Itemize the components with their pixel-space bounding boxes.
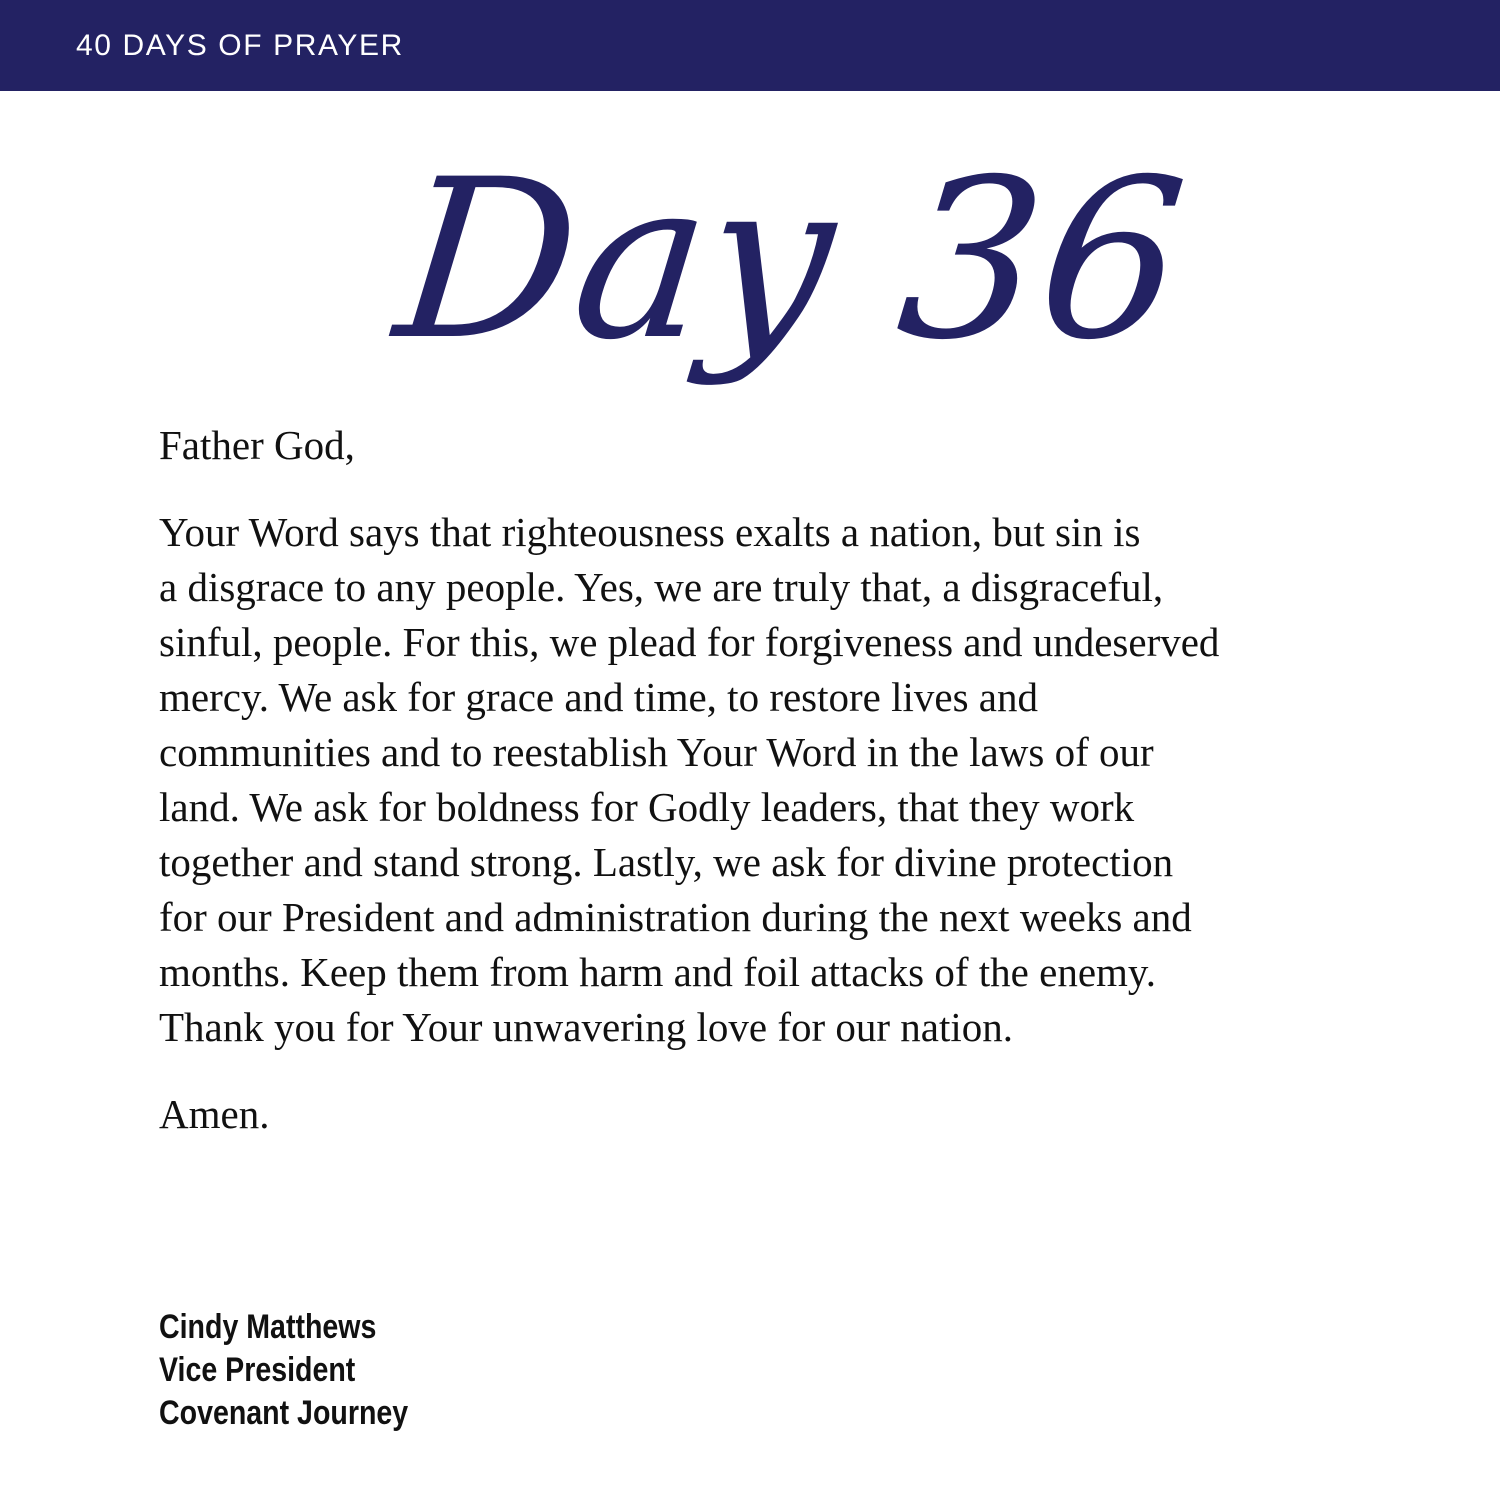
prayer-line: for our President and administration during the next weeks and: [159, 894, 1192, 940]
header-title: 40 DAYS OF PRAYER: [76, 29, 404, 62]
header-bar: [0, 0, 1500, 91]
prayer-line: sinful, people. For this, we plead for forgiveness and undeserved: [159, 619, 1220, 665]
prayer-salutation: Father God,: [159, 422, 355, 468]
signature-organization: Covenant Journey: [159, 1394, 409, 1432]
prayer-line: together and stand strong. Lastly, we ask for divine protection: [159, 839, 1174, 885]
signature-name: Cindy Matthews: [159, 1308, 377, 1346]
prayer-line: a disgrace to any people. Yes, we are truly that, a disgraceful,: [159, 564, 1164, 610]
prayer-closing: Amen.: [159, 1091, 270, 1137]
prayer-body: [159, 505, 1399, 1055]
prayer-line: mercy. We ask for grace and time, to restore lives and: [159, 674, 1038, 720]
prayer-text: [159, 418, 1399, 1142]
signature-title: Vice President: [159, 1351, 356, 1389]
prayer-line: Your Word says that righteousness exalts a nation, but sin is: [159, 509, 1141, 555]
prayer-line: Thank you for Your unwavering love for our nation.: [159, 1004, 1014, 1050]
prayer-line: communities and to reestablish Your Word in the laws of our: [159, 729, 1154, 775]
day-heading: Day 36: [386, 132, 1196, 388]
signature-block: [159, 1306, 456, 1435]
prayer-line: months. Keep them from harm and foil attacks of the enemy.: [159, 949, 1156, 995]
prayer-line: land. We ask for boldness for Godly leaders, that they work: [159, 784, 1135, 830]
